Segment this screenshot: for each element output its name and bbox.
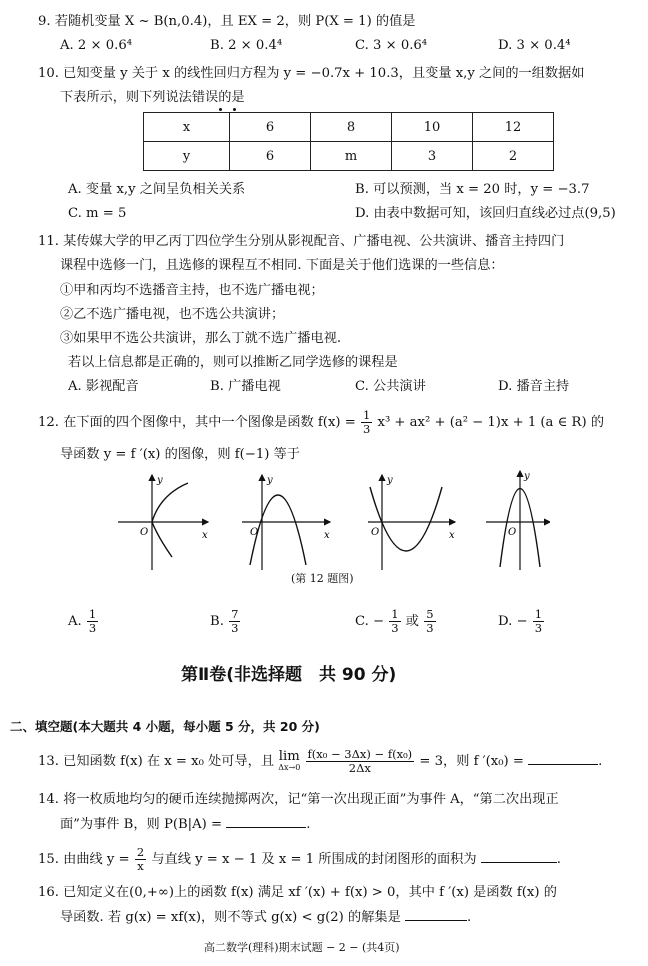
axis-label-y: y — [387, 475, 393, 486]
q11-option-c: C. 公共演讲 — [355, 379, 426, 394]
q11-option-d: D. 播音主持 — [498, 379, 570, 394]
graph-3 — [368, 475, 455, 570]
table-row — [144, 142, 554, 171]
or-connector: 或 — [405, 614, 419, 629]
q11-option-a: A. 影视配音 — [68, 379, 139, 394]
q12-stem-line2: 导函数 y = f ′(x) 的图像，则 f(−1) 等于 — [60, 447, 300, 462]
emphasis-dot — [233, 108, 236, 111]
option-letter: B. — [210, 614, 224, 629]
graph-2 — [242, 475, 330, 570]
fraction-denominator: 3 — [426, 621, 434, 635]
fraction — [424, 608, 435, 635]
fraction-denominator: 3 — [231, 621, 239, 635]
axis-label-y: y — [157, 475, 163, 486]
q12-option-b — [210, 608, 241, 635]
q11-option-b: B. 广播电视 — [210, 379, 281, 394]
table-cell: 6 — [230, 142, 311, 171]
q9-stem: 9. 若随机变量 X ~ B(n,0.4)，且 EX = 2，则 P(X = 1) 的值是 — [38, 14, 416, 29]
q11-line: ①甲和丙均不选播音主持，也不选广播电视； — [60, 283, 324, 298]
answer-blank[interactable] — [405, 908, 467, 921]
emphasis-dot — [219, 108, 222, 111]
q12-stem-text-b: x³ + ax² + (a² − 1)x + 1 (a ∈ R) 的 — [377, 415, 605, 430]
option-letter: D. − — [498, 614, 528, 629]
limit-operator — [278, 748, 301, 773]
table-cell: m — [311, 142, 392, 171]
answer-blank[interactable] — [481, 850, 557, 863]
q11-line: 若以上信息都是正确的，则可以推断乙同学选修的课程是 — [68, 355, 398, 370]
q14-stem-line1: 14. 将一枚质地均匀的硬币连续抛掷两次，记“第一次出现正面”为事件 A，“第二次出现正 — [38, 792, 559, 807]
fraction — [533, 608, 544, 635]
fraction-numerator: 1 — [88, 607, 97, 621]
table-row — [144, 113, 554, 142]
fraction-numerator: 5 — [426, 607, 434, 621]
graph-4 — [486, 471, 550, 570]
q15-stem: 15. 由曲线 y = $\frac{2}{x}$ 与直线 y = x − 1 及 x = 1 所围成的封闭图形的面积为 . — [38, 845, 561, 873]
axis-label-y: y — [524, 471, 530, 482]
table-cell: 10 — [392, 113, 473, 142]
part2-title: 第Ⅱ卷(非选择题 共 90 分) — [181, 665, 397, 685]
axis-label-x: x — [324, 530, 330, 541]
fraction-numerator: 1 — [362, 408, 371, 422]
q13-text-pre: 13. 已知函数 f(x) 在 x = x₀ 处可导，且 — [38, 754, 275, 769]
graph-1 — [118, 475, 208, 570]
origin-label: O — [371, 527, 380, 538]
q12-stem-text-a: 12. 在下面的四个图像中，其中一个图像是函数 f(x) = — [38, 415, 356, 430]
fraction-numerator: 7 — [231, 607, 239, 621]
q11-line: ③如果甲不选公共演讲，那么丁就不选广播电视. — [60, 331, 342, 346]
table-cell: 3 — [392, 142, 473, 171]
fraction-numerator: 1 — [534, 607, 543, 621]
fraction-denominator: 3 — [534, 621, 543, 635]
option-letter: C. − — [355, 614, 385, 629]
q13-text-post: = 3，则 f ′(x₀) = — [419, 754, 524, 769]
table-cell: y — [144, 142, 230, 171]
q11-line: 11. 某传媒大学的甲乙丙丁四位学生分别从影视配音、广播电视、公共演讲、播音主持四门 — [38, 234, 565, 249]
section2-heading: 二、填空题(本大题共 4 小题，每小题 5 分，共 20 分) — [10, 719, 320, 734]
q11-line: ②乙不选广播电视，也不选公共演讲； — [60, 307, 285, 322]
axis-label-y: y — [267, 475, 273, 486]
q10-stem-line2: 下表所示，则下列说法错误的是 — [60, 90, 245, 105]
q10-stem-line1: 10. 已知变量 y 关于 x 的线性回归方程为 y = −0.7x + 10.3，且变量 x,y 之间的一组数据如 — [38, 66, 585, 81]
answer-blank[interactable] — [226, 815, 306, 828]
q9-option-a: A. 2 × 0.6⁴ — [60, 38, 132, 53]
q16-stem-line2: 导函数. 若 g(x) = xf(x)，则不等式 g(x) < g(2) 的解集是 . — [60, 910, 472, 925]
q10-option-c: C. m = 5 — [68, 206, 127, 221]
axis-label-x: x — [202, 530, 208, 541]
q12-stem-line1 — [38, 409, 604, 436]
q15-text-post: 与直线 y = x − 1 及 x = 1 所围成的封闭图形的面积为 — [151, 852, 477, 867]
q12-graphs — [110, 465, 550, 575]
origin-label: O — [250, 527, 259, 538]
fraction-denominator: 3 — [362, 422, 371, 436]
origin-label: O — [508, 527, 517, 538]
q10-option-a: A. 变量 x,y 之间呈负相关关系 — [68, 182, 246, 197]
table-cell: 2 — [473, 142, 554, 171]
q10-option-d: D. 由表中数据可知，该回归直线必过点(9,5) — [355, 206, 616, 221]
fraction — [229, 608, 240, 635]
option-letter: A. — [68, 614, 82, 629]
q15-text-pre: 15. 由曲线 y = — [38, 852, 130, 867]
q10-data-table — [143, 112, 554, 171]
fraction-denominator: 3 — [88, 621, 97, 635]
q13-stem: 13. 已知函数 f(x) 在 x = x₀ 处可导，且 lim Δx→0 $\frac{\text{f(x₀ − 3Δx) − f(x₀)}}{2\Delta x}$ = 3，则 f ′(x₀) = . — [38, 747, 603, 775]
page-footer: 高二数学(理科)期末试题 − 2 − (共4页) — [204, 941, 400, 954]
q16-stem-line1: 16. 已知定义在(0,+∞)上的函数 f(x) 满足 xf ′(x) + f(x) > 0，其中 f ′(x) 是函数 f(x) 的 — [38, 885, 557, 900]
q9-option-c: C. 3 × 0.6⁴ — [355, 38, 428, 53]
table-cell: 12 — [473, 113, 554, 142]
q12-option-a — [68, 608, 99, 635]
q16-text: 导函数. 若 g(x) = xf(x)，则不等式 g(x) < g(2) 的解集是 — [60, 910, 401, 925]
fraction — [361, 409, 372, 436]
q12-option-c — [355, 608, 437, 635]
q12-figure-caption: (第 12 题图) — [291, 572, 354, 585]
origin-label: O — [140, 527, 149, 538]
fraction — [87, 608, 98, 635]
fraction-denominator: 2Δx — [348, 761, 371, 775]
answer-blank[interactable] — [528, 752, 598, 765]
fraction — [135, 846, 146, 873]
q11-line: 课程中选修一门，且选修的课程互不相同. 下面是关于他们选课的一些信息： — [60, 258, 504, 273]
q14-text: 面”为事件 B，则 P(B|A) = — [60, 817, 223, 832]
q10-option-b: B. 可以预测，当 x = 20 时，y = −3.7 — [355, 182, 590, 197]
q9-option-b: B. 2 × 0.4⁴ — [210, 38, 283, 53]
fraction-denominator: x — [137, 859, 144, 873]
fraction-denominator: 3 — [391, 621, 399, 635]
q14-stem-line2: 面”为事件 B，则 P(B|A) = . — [60, 817, 311, 832]
table-cell: x — [144, 113, 230, 142]
axis-label-x: x — [449, 530, 455, 541]
fraction — [389, 608, 400, 635]
fraction-numerator: 2 — [136, 845, 145, 859]
table-cell: 6 — [230, 113, 311, 142]
q12-option-d — [498, 608, 545, 635]
q9-option-d: D. 3 × 0.4⁴ — [498, 38, 571, 53]
limit-subscript: Δx→0 — [278, 762, 301, 772]
fraction — [306, 748, 415, 775]
fraction-numerator: 1 — [391, 607, 399, 621]
limit-label: lim — [278, 748, 300, 764]
table-cell: 8 — [311, 113, 392, 142]
fraction-numerator: f(x₀ − 3Δx) − f(x₀) — [307, 747, 413, 761]
